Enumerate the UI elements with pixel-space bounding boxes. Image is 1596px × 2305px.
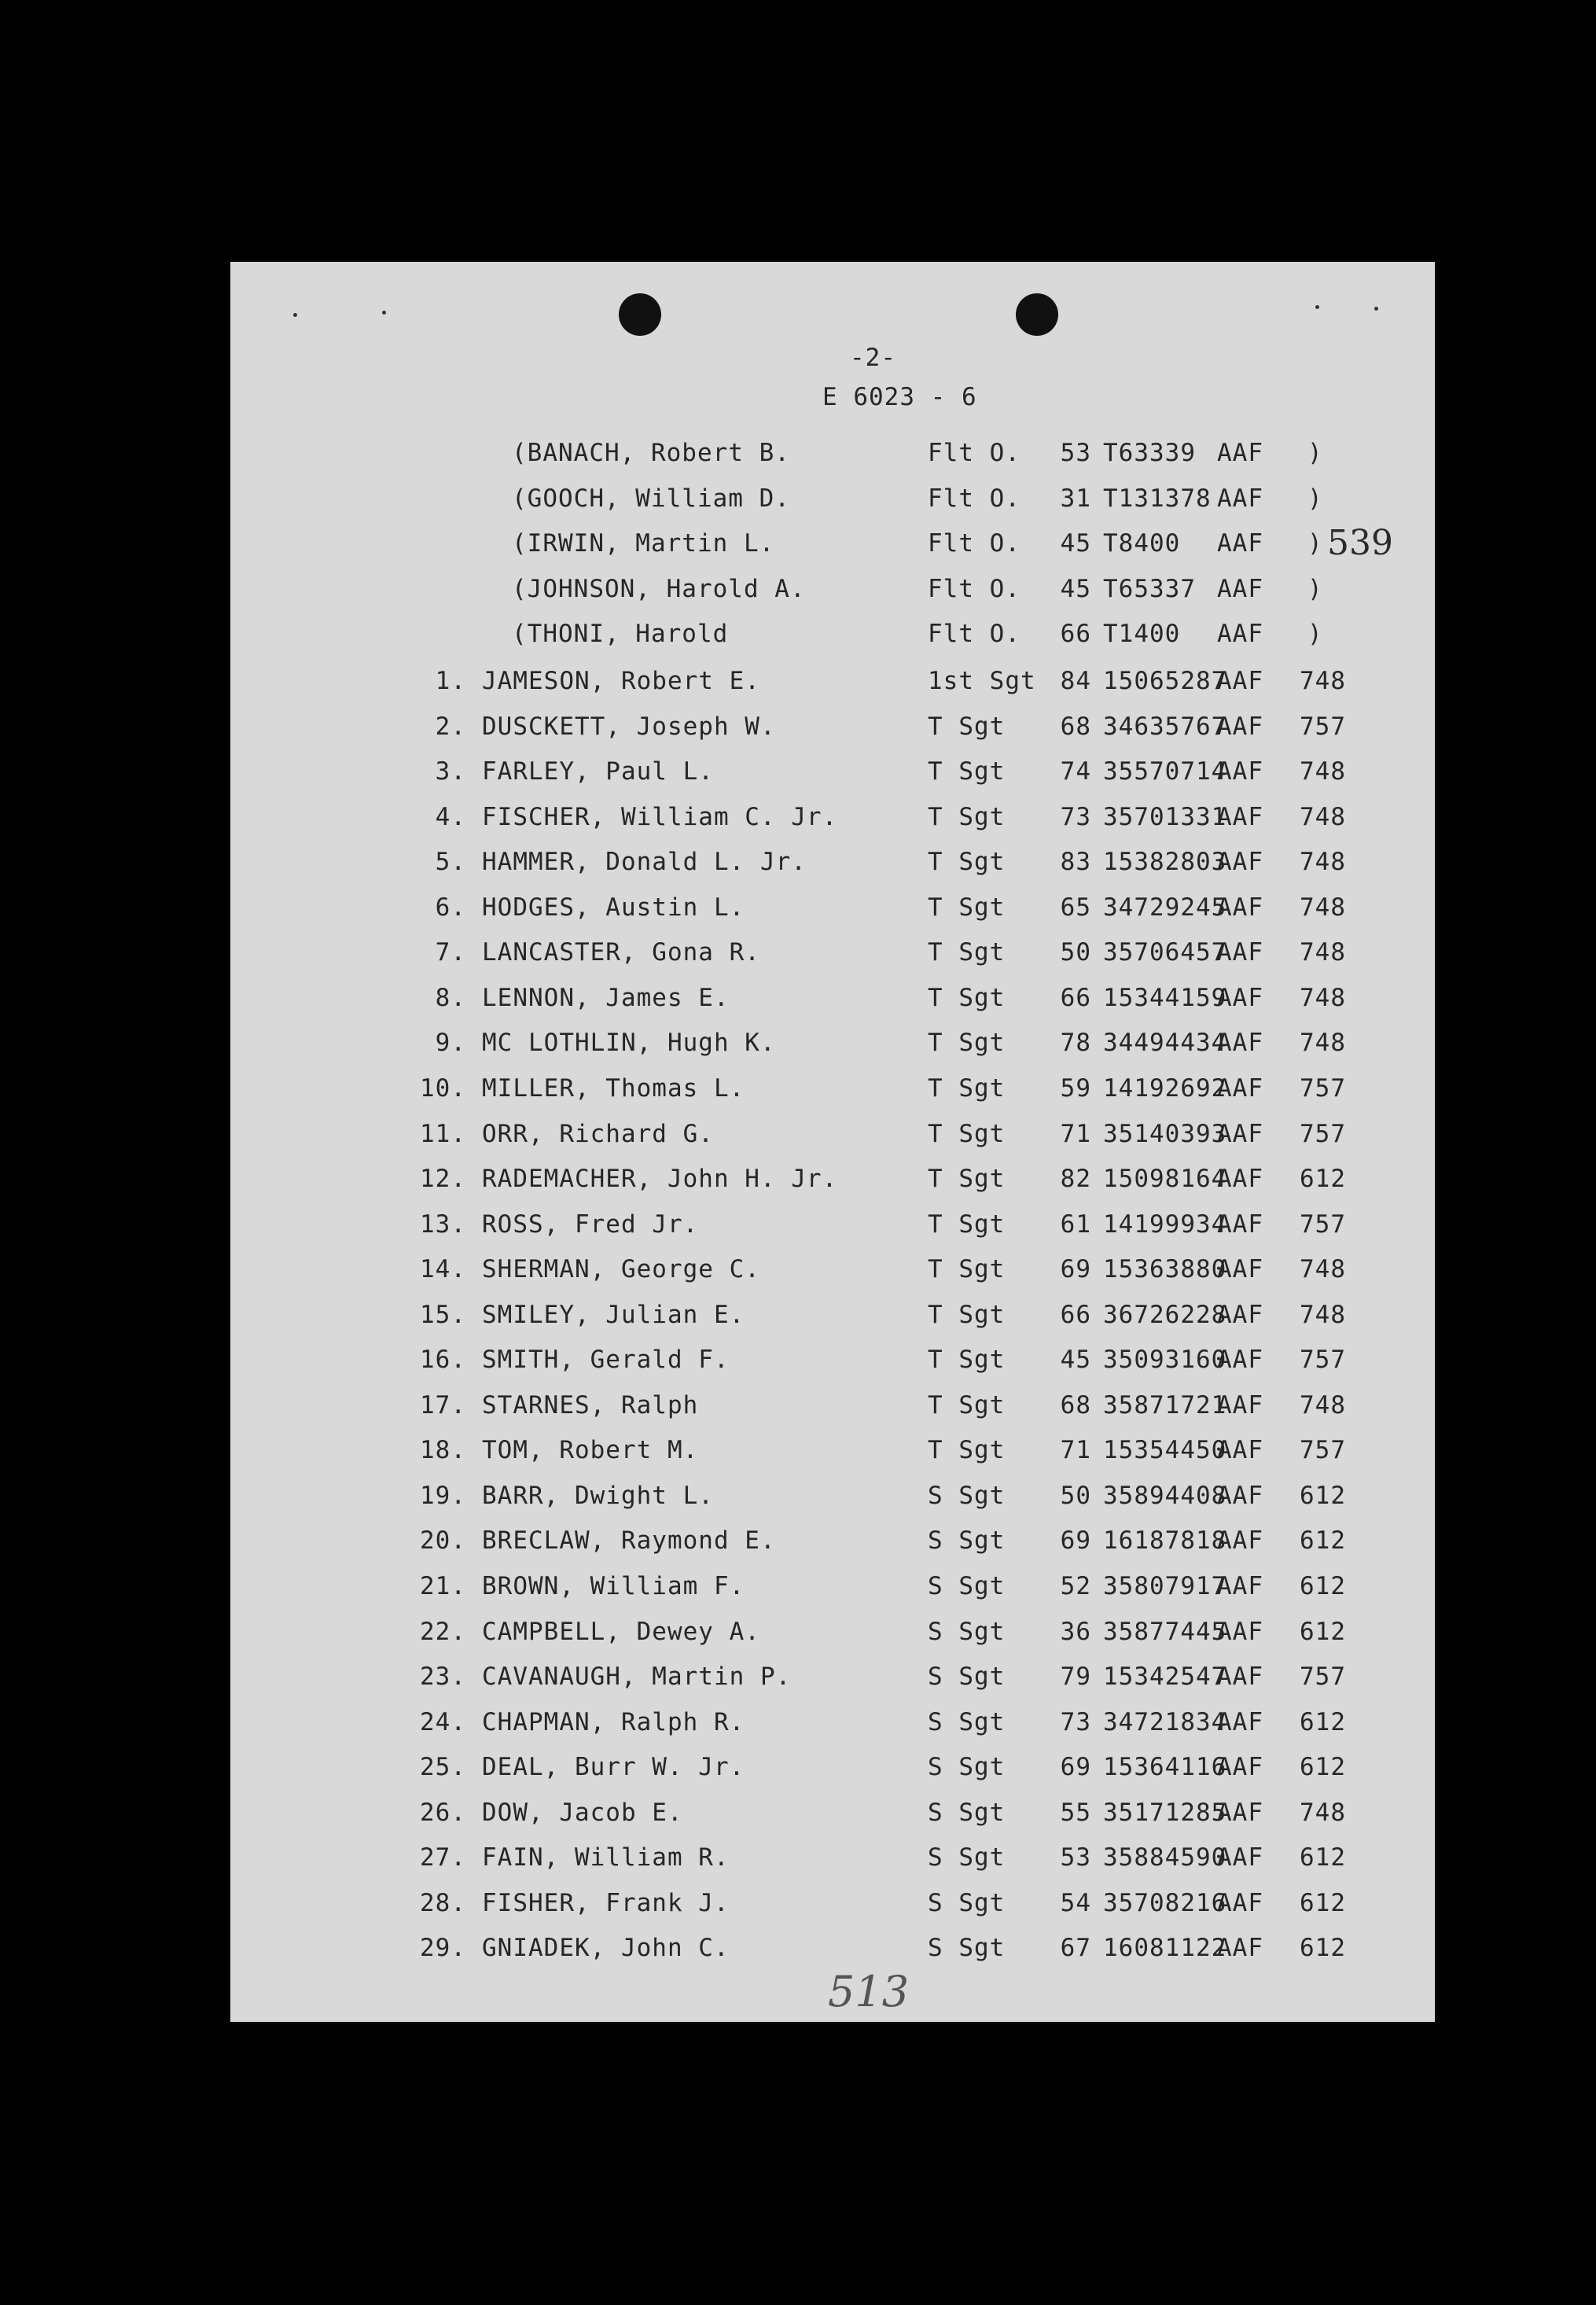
brace-cell: ) — [1307, 620, 1323, 649]
unit-cell: 612 — [1300, 1526, 1346, 1556]
unit-cell: 612 — [1300, 1707, 1346, 1736]
branch-cell: AAF — [1217, 1073, 1263, 1103]
officer-row — [230, 529, 1435, 576]
officer-row — [230, 484, 1435, 532]
age-cell: 82 — [1060, 1165, 1091, 1194]
serial-cell: 16081122 — [1103, 1934, 1227, 1963]
punch-hole-right — [1016, 293, 1058, 336]
name-cell: CAVANAUGH, Martin P. — [482, 1662, 792, 1692]
unit-cell: 612 — [1300, 1572, 1346, 1600]
serial-cell: 35894408 — [1103, 1481, 1227, 1510]
name-cell: (JOHNSON, Harold A. — [512, 574, 806, 603]
serial-cell: 34729245 — [1103, 893, 1227, 922]
name-cell: CHAPMAN, Ralph R. — [482, 1707, 745, 1736]
grade-cell: T Sgt — [928, 802, 1006, 831]
branch-cell: AAF — [1217, 667, 1263, 695]
row-number-cell: 29. — [420, 1934, 466, 1963]
age-cell: 68 — [1060, 1390, 1091, 1419]
roster-row — [230, 893, 1435, 941]
branch-cell: AAF — [1217, 1390, 1263, 1419]
row-number-cell: 20. — [420, 1526, 466, 1556]
branch-cell: AAF — [1217, 1300, 1263, 1329]
paper-speck — [1315, 305, 1319, 309]
name-cell: SHERMAN, George C. — [482, 1255, 760, 1284]
age-cell: 55 — [1060, 1798, 1091, 1827]
age-cell: 45 — [1060, 1346, 1091, 1375]
roster-row — [230, 1574, 1435, 1619]
grade-cell: S Sgt — [928, 1798, 1006, 1827]
unit-cell: 757 — [1300, 1662, 1346, 1692]
age-cell: 84 — [1060, 667, 1091, 695]
document-page — [230, 262, 1435, 2022]
punch-hole-left — [619, 293, 661, 336]
unit-cell: 748 — [1300, 1300, 1346, 1329]
grade-cell: T Sgt — [928, 1210, 1006, 1239]
row-number-cell: 16. — [420, 1346, 466, 1375]
grade-cell: T Sgt — [928, 757, 1006, 786]
name-cell: BRECLAW, Raymond E. — [482, 1526, 776, 1556]
name-cell: CAMPBELL, Dewey A. — [482, 1617, 760, 1646]
roster-row — [230, 1617, 1435, 1665]
branch-cell: AAF — [1217, 802, 1263, 831]
name-cell: SMITH, Gerald F. — [482, 1346, 730, 1375]
age-cell: 71 — [1060, 1119, 1091, 1148]
age-cell: 65 — [1060, 893, 1091, 922]
grade-cell: S Sgt — [928, 1572, 1006, 1600]
age-cell: 68 — [1060, 712, 1091, 741]
branch-cell: AAF — [1217, 1346, 1263, 1375]
unit-cell: 757 — [1300, 1073, 1346, 1103]
age-cell: 83 — [1060, 848, 1091, 877]
unit-cell: 757 — [1300, 1346, 1346, 1375]
serial-cell: 35884590 — [1103, 1843, 1227, 1872]
branch-cell: AAF — [1217, 1165, 1263, 1194]
branch-cell: AAF — [1217, 620, 1263, 649]
branch-cell: AAF — [1217, 1753, 1263, 1782]
unit-cell: 757 — [1300, 1210, 1346, 1239]
branch-cell: AAF — [1217, 1255, 1263, 1284]
name-cell: MC LOTHLIN, Hugh K. — [482, 1029, 776, 1058]
branch-cell: AAF — [1217, 1481, 1263, 1510]
branch-cell: AAF — [1217, 1029, 1263, 1058]
age-cell: 79 — [1060, 1662, 1091, 1692]
grade-cell: T Sgt — [928, 1255, 1006, 1284]
name-cell: DOW, Jacob E. — [482, 1798, 683, 1827]
unit-cell: 757 — [1300, 712, 1346, 741]
unit-cell: 612 — [1300, 1753, 1346, 1782]
name-cell: (IRWIN, Martin L. — [512, 529, 775, 558]
serial-cell: 35140393 — [1103, 1119, 1227, 1148]
unit-cell: 748 — [1300, 848, 1346, 877]
age-cell: 73 — [1060, 1707, 1091, 1736]
page-number: -2- — [850, 344, 896, 372]
serial-cell: 15065287 — [1103, 667, 1227, 695]
branch-cell: AAF — [1217, 439, 1263, 467]
name-cell: GNIADEK, John C. — [482, 1934, 730, 1963]
grade-cell: S Sgt — [928, 1707, 1006, 1736]
branch-cell: AAF — [1217, 1707, 1263, 1736]
officer-row — [230, 574, 1435, 622]
row-number-cell: 23. — [420, 1662, 466, 1692]
name-cell: (THONI, Harold — [512, 620, 729, 649]
name-cell: HODGES, Austin L. — [482, 893, 745, 922]
age-cell: 69 — [1060, 1753, 1091, 1782]
serial-cell: T1400 — [1103, 620, 1181, 649]
serial-cell: 15342547 — [1103, 1662, 1227, 1692]
name-cell: HAMMER, Donald L. Jr. — [482, 848, 807, 877]
grade-cell: S Sgt — [928, 1662, 1006, 1692]
grade-cell: Flt O. — [928, 484, 1020, 513]
roster-row — [230, 1438, 1435, 1483]
unit-cell: 748 — [1300, 1029, 1346, 1058]
branch-cell: AAF — [1217, 1119, 1263, 1148]
branch-cell: AAF — [1217, 529, 1263, 558]
roster-row — [230, 802, 1435, 850]
roster-row — [230, 1031, 1435, 1076]
branch-cell: AAF — [1217, 1526, 1263, 1556]
branch-cell: AAF — [1217, 712, 1263, 741]
serial-cell: T65337 — [1103, 574, 1196, 603]
age-cell: 45 — [1060, 574, 1091, 603]
grade-cell: T Sgt — [928, 1436, 1006, 1465]
age-cell: 31 — [1060, 484, 1091, 513]
unit-cell: 757 — [1300, 1119, 1346, 1148]
serial-cell: 14192692 — [1103, 1073, 1227, 1103]
roster-row — [230, 669, 1435, 714]
serial-cell: 35706457 — [1103, 938, 1227, 967]
grade-cell: T Sgt — [928, 1165, 1006, 1194]
row-number-cell: 18. — [420, 1436, 466, 1465]
unit-cell: 748 — [1300, 938, 1346, 967]
unit-cell: 612 — [1300, 1481, 1346, 1510]
roster-row — [230, 1481, 1435, 1529]
age-cell: 52 — [1060, 1572, 1091, 1600]
paper-speck — [293, 313, 297, 317]
age-cell: 61 — [1060, 1210, 1091, 1239]
unit-cell: 612 — [1300, 1843, 1346, 1872]
row-number-cell: 28. — [420, 1888, 466, 1917]
name-cell: BROWN, William F. — [482, 1572, 745, 1600]
branch-cell: AAF — [1217, 574, 1263, 603]
roster-row — [230, 1662, 1435, 1710]
age-cell: 69 — [1060, 1526, 1091, 1556]
unit-cell: 612 — [1300, 1617, 1346, 1646]
row-number-cell: 7. — [435, 938, 466, 967]
grade-cell: T Sgt — [928, 1119, 1006, 1148]
age-cell: 66 — [1060, 1300, 1091, 1329]
age-cell: 59 — [1060, 1073, 1091, 1103]
branch-cell: AAF — [1217, 757, 1263, 786]
age-cell: 66 — [1060, 983, 1091, 1012]
grade-cell: S Sgt — [928, 1753, 1006, 1782]
age-cell: 67 — [1060, 1934, 1091, 1963]
row-number-cell: 14. — [420, 1255, 466, 1284]
row-number-cell: 12. — [420, 1165, 466, 1194]
serial-cell: T131378 — [1103, 484, 1212, 513]
serial-cell: 35171285 — [1103, 1798, 1227, 1827]
name-cell: LANCASTER, Gona R. — [482, 938, 760, 967]
age-cell: 53 — [1060, 439, 1091, 467]
age-cell: 78 — [1060, 1029, 1091, 1058]
grade-cell: S Sgt — [928, 1843, 1006, 1872]
row-number-cell: 5. — [435, 848, 466, 877]
row-number-cell: 1. — [435, 667, 466, 695]
age-cell: 66 — [1060, 620, 1091, 649]
serial-cell: 15354450 — [1103, 1436, 1227, 1465]
brace-cell: ) — [1307, 439, 1323, 467]
unit-cell: 612 — [1300, 1934, 1346, 1963]
row-number-cell: 2. — [435, 712, 466, 741]
roster-row — [230, 1348, 1435, 1393]
roster-row — [230, 1888, 1435, 1936]
unit-cell: 612 — [1300, 1888, 1346, 1917]
serial-cell: 14199934 — [1103, 1210, 1227, 1239]
handwritten-margin-number: 539 — [1327, 523, 1393, 563]
serial-cell: 35093160 — [1103, 1346, 1227, 1375]
serial-cell: 15344159 — [1103, 983, 1227, 1012]
branch-cell: AAF — [1217, 1662, 1263, 1692]
serial-cell: 35708216 — [1103, 1888, 1227, 1917]
name-cell: TOM, Robert M. — [482, 1436, 699, 1465]
age-cell: 50 — [1060, 1481, 1091, 1510]
unit-cell: 757 — [1300, 1436, 1346, 1465]
roster-row — [230, 1798, 1435, 1846]
grade-cell: 1st Sgt — [928, 667, 1036, 695]
serial-cell: 35877445 — [1103, 1617, 1227, 1646]
unit-cell: 748 — [1300, 1798, 1346, 1827]
branch-cell: AAF — [1217, 893, 1263, 922]
grade-cell: T Sgt — [928, 983, 1006, 1012]
grade-cell: T Sgt — [928, 712, 1006, 741]
brace-cell: ) — [1307, 529, 1323, 558]
unit-cell: 748 — [1300, 1255, 1346, 1284]
serial-cell: 35807917 — [1103, 1572, 1227, 1600]
serial-cell: 35871721 — [1103, 1390, 1227, 1419]
grade-cell: T Sgt — [928, 848, 1006, 877]
grade-cell: T Sgt — [928, 938, 1006, 967]
row-number-cell: 22. — [420, 1617, 466, 1646]
branch-cell: AAF — [1217, 1843, 1263, 1872]
age-cell: 50 — [1060, 938, 1091, 967]
age-cell: 54 — [1060, 1888, 1091, 1917]
serial-cell: 16187818 — [1103, 1526, 1227, 1556]
row-number-cell: 13. — [420, 1210, 466, 1239]
paper-speck — [382, 311, 386, 315]
roster-row — [230, 983, 1435, 1031]
serial-cell: 15363880 — [1103, 1255, 1227, 1284]
serial-cell: 34494434 — [1103, 1029, 1227, 1058]
age-cell: 73 — [1060, 802, 1091, 831]
branch-cell: AAF — [1217, 484, 1263, 513]
unit-cell: 748 — [1300, 893, 1346, 922]
row-number-cell: 3. — [435, 757, 466, 786]
roster-row — [230, 1073, 1435, 1121]
unit-cell: 748 — [1300, 667, 1346, 695]
name-cell: DEAL, Burr W. Jr. — [482, 1753, 745, 1782]
name-cell: SMILEY, Julian E. — [482, 1300, 745, 1329]
name-cell: STARNES, Ralph — [482, 1390, 699, 1419]
branch-cell: AAF — [1217, 1617, 1263, 1646]
roster-row — [230, 1526, 1435, 1574]
name-cell: ROSS, Fred Jr. — [482, 1210, 699, 1239]
grade-cell: T Sgt — [928, 1029, 1006, 1058]
roster-row — [230, 712, 1435, 760]
row-number-cell: 17. — [420, 1390, 466, 1419]
branch-cell: AAF — [1217, 848, 1263, 877]
grade-cell: Flt O. — [928, 620, 1020, 649]
grade-cell: S Sgt — [928, 1617, 1006, 1646]
name-cell: DUSCKETT, Joseph W. — [482, 712, 776, 741]
branch-cell: AAF — [1217, 1572, 1263, 1600]
serial-cell: 15382803 — [1103, 848, 1227, 877]
serial-cell: T63339 — [1103, 439, 1196, 467]
roster-row — [230, 1300, 1435, 1348]
serial-cell: T8400 — [1103, 529, 1181, 558]
unit-cell: 748 — [1300, 983, 1346, 1012]
serial-cell: 35701331 — [1103, 802, 1227, 831]
name-cell: ORR, Richard G. — [482, 1119, 714, 1148]
brace-cell: ) — [1307, 574, 1323, 603]
row-number-cell: 19. — [420, 1481, 466, 1510]
row-number-cell: 27. — [420, 1843, 466, 1872]
roster-row — [230, 1257, 1435, 1302]
roster-row — [230, 1707, 1435, 1755]
age-cell: 45 — [1060, 529, 1091, 558]
name-cell: (BANACH, Robert B. — [512, 439, 790, 467]
name-cell: FISHER, Frank J. — [482, 1888, 730, 1917]
name-cell: FARLEY, Paul L. — [482, 757, 714, 786]
row-number-cell: 4. — [435, 802, 466, 831]
officer-row — [230, 622, 1435, 667]
grade-cell: T Sgt — [928, 1390, 1006, 1419]
name-cell: JAMESON, Robert E. — [482, 667, 760, 695]
grade-cell: Flt O. — [928, 529, 1020, 558]
branch-cell: AAF — [1217, 1436, 1263, 1465]
unit-cell: 748 — [1300, 1390, 1346, 1419]
roster-row — [230, 1210, 1435, 1257]
row-number-cell: 11. — [420, 1119, 466, 1148]
roster-row — [230, 1755, 1435, 1800]
paper-speck — [1374, 307, 1378, 311]
handwritten-bottom-number: 513 — [828, 1967, 910, 2016]
officer-row — [230, 441, 1435, 486]
unit-cell: 748 — [1300, 757, 1346, 786]
grade-cell: T Sgt — [928, 893, 1006, 922]
age-cell: 53 — [1060, 1843, 1091, 1872]
name-cell: BARR, Dwight L. — [482, 1481, 714, 1510]
grade-cell: S Sgt — [928, 1526, 1006, 1556]
row-number-cell: 21. — [420, 1572, 466, 1600]
row-number-cell: 25. — [420, 1753, 466, 1782]
branch-cell: AAF — [1217, 1934, 1263, 1963]
branch-cell: AAF — [1217, 983, 1263, 1012]
roster-row — [230, 757, 1435, 805]
branch-cell: AAF — [1217, 1210, 1263, 1239]
grade-cell: S Sgt — [928, 1934, 1006, 1963]
roster-row — [230, 1843, 1435, 1891]
row-number-cell: 9. — [435, 1029, 466, 1058]
serial-cell: 15098164 — [1103, 1165, 1227, 1194]
name-cell: FAIN, William R. — [482, 1843, 730, 1872]
document-reference: E 6023 - 6 — [822, 383, 977, 411]
serial-cell: 36726228 — [1103, 1300, 1227, 1329]
serial-cell: 34721834 — [1103, 1707, 1227, 1736]
roster-row — [230, 1167, 1435, 1212]
serial-cell: 15364116 — [1103, 1753, 1227, 1782]
unit-cell: 612 — [1300, 1165, 1346, 1194]
roster-row — [230, 1119, 1435, 1167]
roster-row — [230, 850, 1435, 895]
branch-cell: AAF — [1217, 938, 1263, 967]
grade-cell: Flt O. — [928, 439, 1020, 467]
name-cell: (GOOCH, William D. — [512, 484, 790, 513]
row-number-cell: 24. — [420, 1707, 466, 1736]
age-cell: 36 — [1060, 1617, 1091, 1646]
row-number-cell: 8. — [435, 983, 466, 1012]
grade-cell: T Sgt — [928, 1073, 1006, 1103]
brace-cell: ) — [1307, 484, 1323, 513]
row-number-cell: 10. — [420, 1073, 466, 1103]
name-cell: MILLER, Thomas L. — [482, 1073, 745, 1103]
branch-cell: AAF — [1217, 1888, 1263, 1917]
grade-cell: T Sgt — [928, 1300, 1006, 1329]
roster-row — [230, 938, 1435, 985]
row-number-cell: 15. — [420, 1300, 466, 1329]
age-cell: 69 — [1060, 1255, 1091, 1284]
serial-cell: 34635767 — [1103, 712, 1227, 741]
name-cell: LENNON, James E. — [482, 983, 730, 1012]
name-cell: RADEMACHER, John H. Jr. — [482, 1165, 838, 1194]
grade-cell: T Sgt — [928, 1346, 1006, 1375]
grade-cell: S Sgt — [928, 1481, 1006, 1510]
serial-cell: 35570714 — [1103, 757, 1227, 786]
row-number-cell: 6. — [435, 893, 466, 922]
grade-cell: S Sgt — [928, 1888, 1006, 1917]
grade-cell: Flt O. — [928, 574, 1020, 603]
branch-cell: AAF — [1217, 1798, 1263, 1827]
row-number-cell: 26. — [420, 1798, 466, 1827]
age-cell: 74 — [1060, 757, 1091, 786]
unit-cell: 748 — [1300, 802, 1346, 831]
roster-row — [230, 1390, 1435, 1438]
name-cell: FISCHER, William C. Jr. — [482, 802, 838, 831]
age-cell: 71 — [1060, 1436, 1091, 1465]
